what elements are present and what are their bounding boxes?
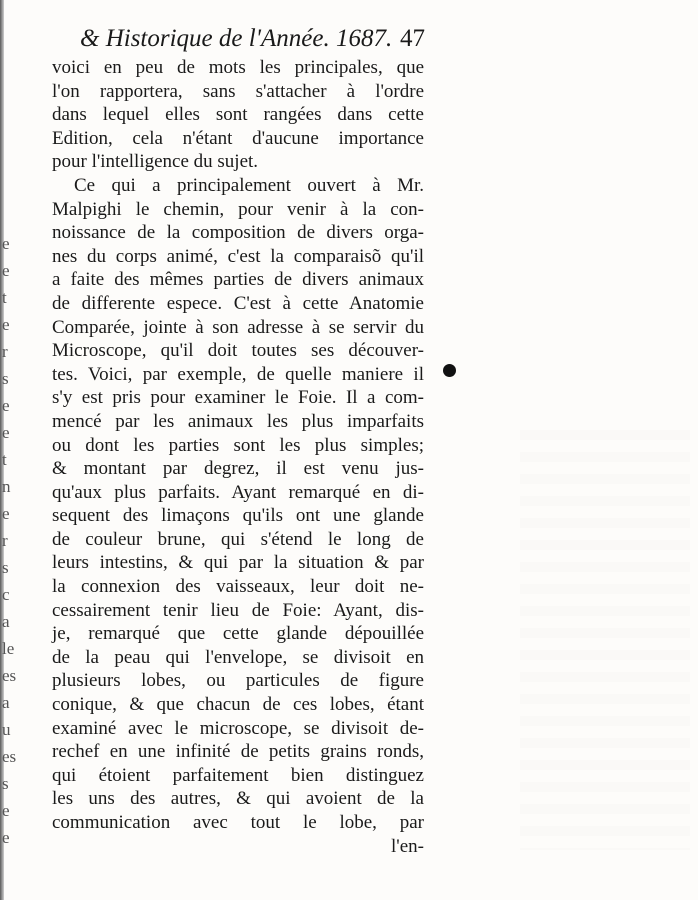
page-number: 47	[400, 25, 425, 52]
text-line: mencé par les animaux les plus imparfaits	[52, 410, 424, 432]
text-line: les uns des autres, & qui avoient de la	[52, 788, 424, 810]
bleed-char: r	[2, 531, 8, 550]
bleed-char: e	[2, 396, 10, 415]
text-line: Edition, cela n'étant d'aucune importance	[52, 127, 424, 149]
text-line: conique, & que chacun de ces lobes, étant	[52, 694, 424, 716]
text-line: pour l'intelligence du sujet.	[52, 151, 259, 173]
text-line: sequent des limaçons qu'ils ont une glande	[52, 505, 424, 527]
text-line: de couleur brune, qui s'étend le long de	[52, 528, 424, 550]
text-line: je, remarqué que cette glande dépouillée	[52, 623, 424, 645]
show-through	[520, 430, 690, 850]
body-text	[52, 56, 424, 858]
bleed-char: e	[2, 261, 10, 280]
bleed-char: s	[2, 558, 9, 577]
text-line: examiné avec le microscope, se divisoit de-	[52, 717, 424, 739]
text-line: de la peau qui l'envelope, se divisoit en	[52, 646, 424, 668]
text-line: l'on rapportera, sans s'attacher à l'ordre	[52, 80, 424, 102]
bleed-char: e	[2, 801, 10, 820]
text-line: rechef en une infinité de petits grains ronds,	[52, 741, 424, 763]
bleed-char: t	[2, 288, 7, 307]
text-line: cessairement tenir lieu de Foie: Ayant, dis-	[52, 599, 424, 621]
bleed-char: a	[2, 693, 10, 712]
bleed-char: u	[2, 720, 11, 739]
text-line: a faite des mêmes parties de divers animaux	[52, 269, 424, 291]
text-line: plusieurs lobes, ou particules de figure	[52, 670, 424, 692]
text-line: Malpighi le chemin, pour venir à la con-	[52, 198, 424, 220]
text-line: voici en peu de mots les principales, que	[52, 57, 424, 78]
bleed-char: r	[2, 342, 8, 361]
bleed-char: n	[2, 477, 11, 496]
bleed-char: e	[2, 315, 10, 334]
text-line: Comparée, jointe à son adresse à se servir du	[52, 316, 424, 338]
bleed-char: t	[2, 450, 7, 469]
text-line: qu'aux plus parfaits. Ayant remarqué en di-	[52, 481, 424, 503]
text-line: Ce qui a principalement ouvert à Mr.	[74, 174, 424, 196]
catchword: l'en-	[391, 835, 424, 857]
text-line: communication avec tout le lobe, par	[52, 812, 424, 833]
text-line: ou dont les parties sont les plus simples;	[52, 434, 424, 456]
text-line: qui étoient parfaitement bien distinguez	[52, 764, 424, 786]
bleed-char: es	[2, 747, 17, 766]
bleed-char: e	[2, 423, 10, 442]
running-header	[80, 22, 425, 56]
bleed-char: c	[2, 585, 10, 604]
bleed-char: e	[2, 828, 10, 847]
ink-spot	[443, 364, 456, 377]
running-title: & Historique de l'Année. 1687.	[80, 25, 393, 52]
bleed-char: le	[2, 639, 15, 658]
text-line: la connexion des vaisseaux, leur doit ne-	[52, 576, 424, 598]
bleed-char: a	[2, 612, 10, 631]
left-margin-bleed	[2, 230, 17, 851]
bleed-char: e	[2, 234, 10, 253]
bleed-char: s	[2, 369, 9, 388]
text-line: s'y est pris pour examiner le Foie. Il a com-	[52, 387, 424, 409]
text-line: Microscope, qu'il doit toutes ses découver-	[52, 340, 424, 362]
bleed-char: es	[2, 666, 17, 685]
text-line: de differente espece. C'est à cette Anatomie	[52, 292, 424, 314]
text-line: nes du corps animé, c'est la comparaisõ qu'il	[52, 245, 424, 267]
text-line: & montant par degrez, il est venu jus-	[52, 458, 424, 480]
text-line: dans lequel elles sont rangées dans cette	[52, 104, 424, 126]
bleed-char: e	[2, 504, 10, 523]
text-line: leurs intestins, & qui par la situation & par	[52, 552, 424, 574]
bleed-char: s	[2, 774, 9, 793]
text-line: tes. Voici, par exemple, de quelle maniere il	[52, 363, 424, 385]
text-line: noissance de la composition de divers orga-	[52, 222, 424, 244]
